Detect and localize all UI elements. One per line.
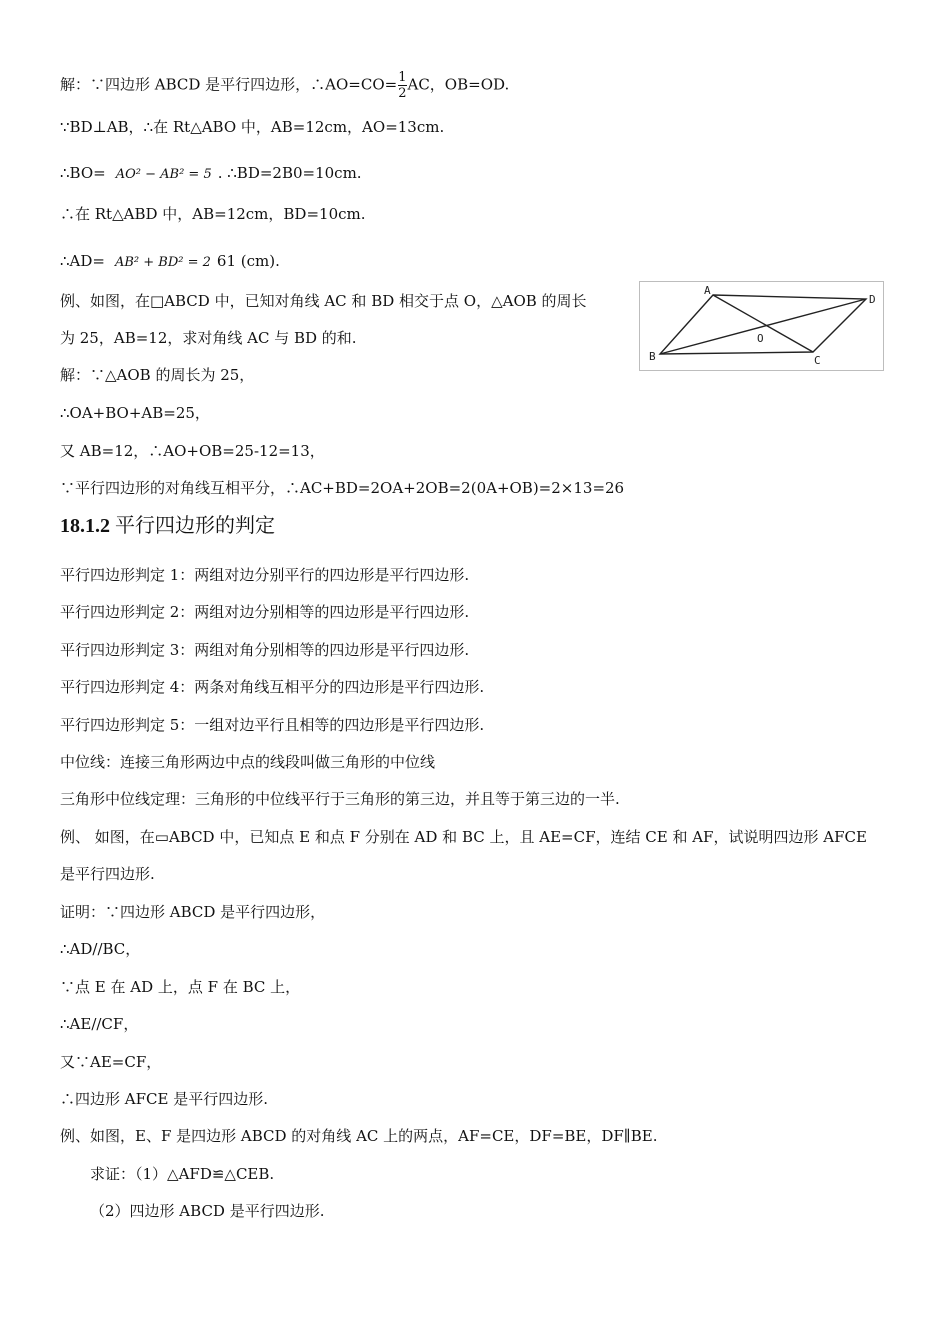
formula-bo: AO² − AB² = 5: [115, 167, 212, 182]
example-2-proof-3: ∵点 E 在 AD 上，点 F 在 BC 上，: [60, 978, 301, 996]
solution-line-4: ∴在 Rt△ABD 中，AB=12cm，BD=10cm.: [60, 205, 366, 223]
midline-definition: 中位线：连接三角形两边中点的线段叫做三角形的中位线: [60, 753, 436, 771]
solution-line-5-text-a: ∴AD=: [60, 252, 105, 270]
example-1-line-1: 例、如图，在□ABCD 中，已知对角线 AC 和 BD 相交于点 O，△AOB 的周长: [60, 292, 587, 310]
fraction-denominator: 2: [398, 86, 407, 101]
solution-line-2: ∵BD⊥AB，∴在 Rt△ABO 中，AB=12cm，AO=13cm.: [60, 118, 445, 136]
example-1-solution-1: 解：∵△AOB 的周长为 25，: [60, 366, 255, 384]
formula-ad: AB² + BD² = 2: [114, 255, 211, 270]
example-1-line-2: 为 25，AB=12，求对角线 AC 与 BD 的和.: [60, 329, 357, 347]
diagonal-bd: [660, 299, 866, 354]
example-3-line-3: （2）四边形 ABCD 是平行四边形.: [90, 1202, 325, 1220]
example-2-line-1: 例、 如图，在▭ABCD 中，已知点 E 和点 F 分别在 AD 和 BC 上，且 AE=CF，连结 CE 和 AF，试说明四边形 AFCE: [60, 828, 867, 846]
criterion-2: 平行四边形判定 2：两组对边分别相等的四边形是平行四边形.: [60, 603, 470, 621]
vertex-d-label: D: [869, 293, 876, 306]
example-3-line-2: 求证：（1）△AFD≌△CEB.: [90, 1165, 275, 1183]
example-2-proof-5: 又∵AE=CF，: [60, 1053, 162, 1071]
example-2-proof-1: 证明：∵四边形 ABCD 是平行四边形，: [60, 903, 326, 921]
solution-line-3-text-a: ∴BO=: [60, 164, 106, 182]
parallelogram-figure: [639, 281, 884, 371]
criterion-3: 平行四边形判定 3：两组对角分别相等的四边形是平行四边形.: [60, 641, 470, 659]
section-title: 平行四边形的判定: [115, 515, 275, 537]
section-heading: [60, 513, 275, 539]
example-1-solution-2: ∴OA+BO+AB=25，: [60, 404, 210, 422]
center-o-label: O: [757, 332, 764, 345]
solution-line-5: [60, 251, 280, 273]
solution-line-3: [60, 163, 362, 185]
criterion-4: 平行四边形判定 4：两条对角线互相平分的四边形是平行四边形.: [60, 678, 485, 696]
example-1-solution-4: ∵平行四边形的对角线互相平分，∴AC+BD=2OA+2OB=2(0A+OB)=2×13=26: [60, 479, 625, 497]
parallelogram-diagram: [640, 282, 883, 370]
solution-line-5-text-b: 61 (cm).: [216, 252, 280, 270]
midline-theorem: 三角形中位线定理：三角形的中位线平行于三角形的第三边，并且等于第三边的一半.: [60, 790, 620, 808]
example-1-solution-3: 又 AB=12，∴AO+OB=25-12=13，: [60, 442, 325, 460]
example-2-proof-4: ∴AE//CF，: [60, 1015, 139, 1033]
example-3-line-1: 例、如图，E、F 是四边形 ABCD 的对角线 AC 上的两点，AF=CE，DF=BE，DF∥BE.: [60, 1127, 658, 1145]
solution-line-1-text-a: 解：∵四边形 ABCD 是平行四边形，∴AO=CO=: [60, 75, 398, 94]
solution-line-1: [60, 70, 509, 101]
fraction-one-half: [398, 70, 406, 101]
fraction-numerator: 1: [398, 70, 407, 85]
example-2-proof-2: ∴AD//BC，: [60, 940, 141, 958]
solution-line-3-text-b: . ∴BD=2B0=10cm.: [217, 164, 362, 182]
vertex-a-label: A: [704, 284, 711, 297]
solution-line-1-text-b: AC，OB=OD.: [407, 75, 510, 94]
example-2-proof-6: ∴四边形 AFCE 是平行四边形.: [60, 1090, 268, 1108]
example-2-line-2: 是平行四边形.: [60, 865, 155, 883]
vertex-c-label: C: [814, 354, 821, 367]
criterion-1: 平行四边形判定 1：两组对边分别平行的四边形是平行四边形.: [60, 566, 470, 584]
vertex-b-label: B: [649, 350, 656, 363]
criterion-5: 平行四边形判定 5：一组对边平行且相等的四边形是平行四边形.: [60, 716, 485, 734]
section-number: 18.1.2: [60, 515, 110, 537]
